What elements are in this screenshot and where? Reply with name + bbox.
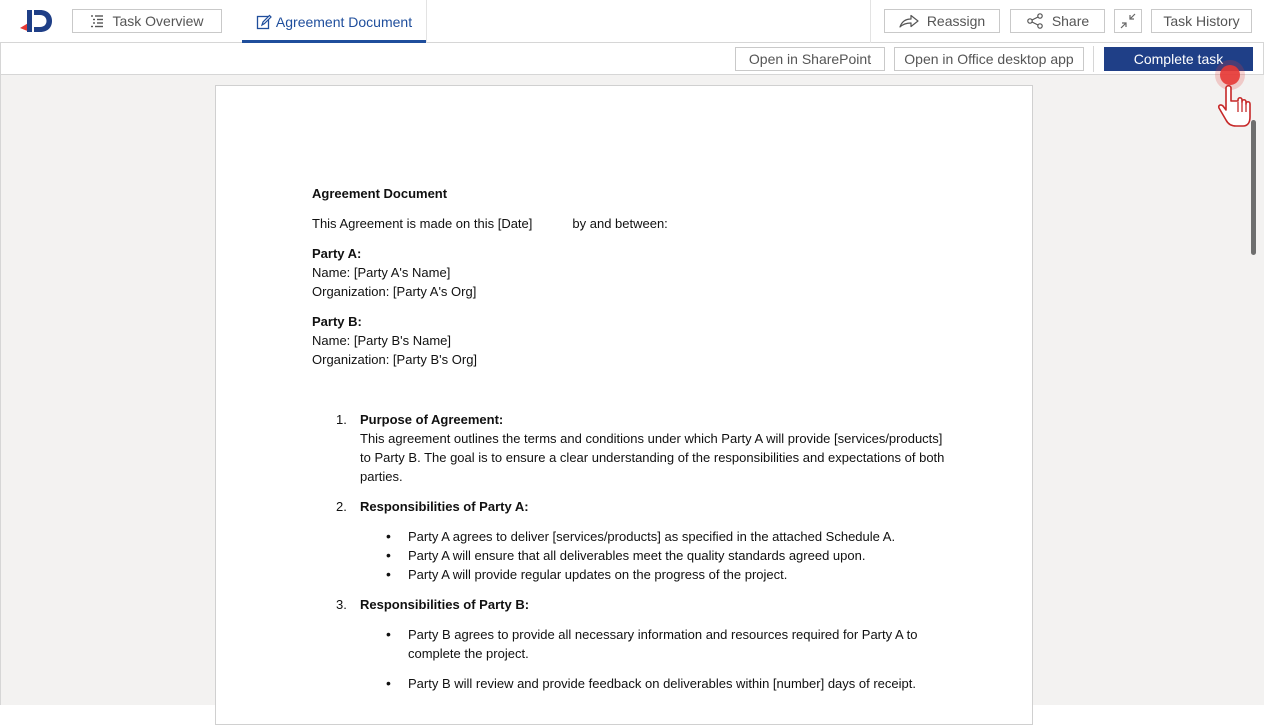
share-icon [1026,13,1044,29]
section-body: This agreement outlines the terms and conditions under which Party A will provide [services/products] to Party B. The goal is to ensure a clear understanding of the responsibilities and expectations of both parties. [360,431,945,484]
tab-label: Task Overview [112,13,204,29]
list-item [360,546,952,565]
list-item [360,565,952,584]
share-label: Share [1051,13,1090,29]
section-purpose [312,410,952,486]
reassign-button[interactable] [884,9,1000,33]
list-item-text: Party A will ensure that all deliverables meet the quality standards agreed upon. [408,548,866,563]
open-in-office-button[interactable] [894,47,1084,71]
share-button[interactable] [1010,9,1105,33]
bullet-icon: • [386,547,391,563]
party-b-block [312,312,952,369]
document-title: Agreement Document [312,186,448,201]
list-item-text: Party B will review and provide feedback on deliverables within [number] days of receipt. [408,676,916,691]
edit-document-icon [256,14,272,30]
section-party-b-responsibilities [312,595,952,693]
bullet-icon: • [386,566,391,582]
divider [870,0,871,43]
tab-label: Agreement Document [275,13,413,30]
intro-between: by and between: [572,216,668,231]
tab-agreement-document[interactable] [242,0,427,43]
bullet-list [360,527,952,584]
party-b-org: Organization: [Party B's Org] [312,352,478,367]
document-toolbar [0,43,1264,75]
collapse-icon [1120,13,1136,29]
section-heading: Purpose of Agreement: [360,412,504,427]
open-in-sharepoint-button[interactable] [735,47,885,71]
complete-task-label: Complete task [1133,51,1224,67]
list-item [360,674,952,693]
party-b-heading: Party B: [312,314,362,329]
hand-pointer-icon [1212,58,1256,130]
section-number: 2. [336,499,347,514]
party-a-name: Name: [Party A's Name] [312,265,451,280]
document-viewer[interactable] [0,75,1264,705]
section-heading: Responsibilities of Party B: [360,597,530,612]
bullet-icon: • [386,626,391,642]
list-icon [90,14,104,28]
document-page [215,85,1033,725]
bullet-icon: • [386,528,391,544]
top-bar [0,0,1264,43]
section-number: 1. [336,412,347,427]
section-heading: Responsibilities of Party A: [360,499,529,514]
reassign-label: Reassign [926,13,986,29]
list-item [360,625,952,663]
open-in-sharepoint-label: Open in SharePoint [748,51,872,67]
sections-list [312,410,952,693]
document-content [312,184,952,704]
intro-line [312,214,952,233]
section-number: 3. [336,597,347,612]
party-a-heading: Party A: [312,246,362,261]
forward-arrow-icon [899,14,919,28]
divider [1093,46,1094,72]
list-item-text: Party A agrees to deliver [services/products] as specified in the attached Schedule A. [408,529,896,544]
collapse-button[interactable] [1114,9,1142,33]
task-history-button[interactable] [1151,9,1252,33]
vertical-scrollbar[interactable] [1251,120,1256,255]
list-item [360,527,952,546]
intro-date: This Agreement is made on this [Date] [312,216,533,231]
list-item-text: Party A will provide regular updates on the progress of the project. [408,567,788,582]
bullet-icon: • [386,675,391,691]
task-history-label: Task History [1163,13,1240,29]
list-item-text: Party B agrees to provide all necessary information and resources required for Party A to complete the project. [408,627,918,661]
open-in-office-label: Open in Office desktop app [904,51,1074,67]
tab-task-overview[interactable] [72,9,222,33]
party-b-name: Name: [Party B's Name] [312,333,452,348]
brand-logo[interactable] [18,6,54,36]
bullet-list [360,625,952,693]
section-party-a-responsibilities [312,497,952,584]
party-a-block [312,244,952,301]
party-a-org: Organization: [Party A's Org] [312,284,477,299]
